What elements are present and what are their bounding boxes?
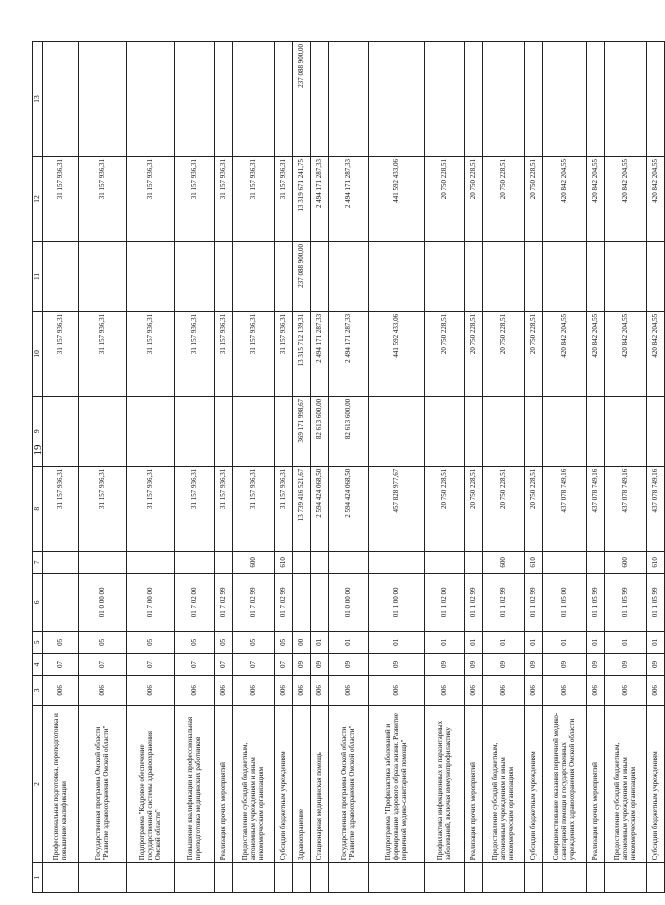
table-row (214, 42, 232, 893)
row-value-cell: 31 157 936,31 (42, 156, 78, 241)
row-name-cell: Профилактика инфекционных и паразитарных заболеваний, включая иммунопрофилактику (424, 705, 464, 862)
row-value-cell: 006 (368, 676, 424, 706)
row-value-cell: 01 (368, 631, 424, 653)
row-value-cell: 420 842 204,55 (646, 156, 664, 241)
row-value-cell (214, 396, 232, 466)
table-row (328, 42, 368, 893)
table-row (482, 42, 524, 893)
row-value-cell: 600 (482, 551, 524, 573)
table-row (424, 42, 464, 893)
row-index-cell (424, 863, 464, 893)
column-header: 12 (33, 156, 43, 241)
row-value-cell: 09 (542, 653, 586, 675)
row-value-cell: 2 594 424 068,50 (328, 466, 368, 551)
row-value-cell: 006 (604, 676, 646, 706)
row-value-cell (542, 42, 586, 157)
row-value-cell: 05 (126, 631, 174, 653)
row-value-cell (126, 242, 174, 312)
row-value-cell: 09 (524, 653, 542, 675)
row-value-cell (524, 242, 542, 312)
row-value-cell: 600 (604, 551, 646, 573)
table-row (542, 42, 586, 893)
column-header: 6 (33, 573, 43, 631)
column-header: 9 (33, 396, 43, 466)
row-value-cell (214, 42, 232, 157)
row-value-cell: 07 (232, 653, 274, 675)
table-row (42, 42, 78, 893)
table-row (274, 42, 292, 893)
row-value-cell (542, 551, 586, 573)
row-value-cell: 610 (524, 551, 542, 573)
row-value-cell (310, 551, 328, 573)
row-name-cell: Реализация прочих мероприятий (586, 705, 604, 862)
row-value-cell: 006 (464, 676, 482, 706)
row-value-cell: 05 (42, 631, 78, 653)
row-value-cell: 31 157 936,31 (42, 466, 78, 551)
row-value-cell: 006 (310, 676, 328, 706)
row-value-cell: 2 494 171 287,33 (310, 311, 328, 396)
row-value-cell: 07 (78, 653, 126, 675)
row-value-cell: 006 (292, 676, 310, 706)
row-value-cell: 420 842 204,55 (542, 156, 586, 241)
row-index-cell (78, 863, 126, 893)
row-value-cell: 01 (586, 631, 604, 653)
row-value-cell (368, 42, 424, 157)
row-value-cell: 31 157 936,31 (78, 311, 126, 396)
row-value-cell: 006 (78, 676, 126, 706)
row-value-cell: 006 (586, 676, 604, 706)
row-value-cell: 31 157 936,31 (174, 156, 214, 241)
row-value-cell: 2 594 424 068,50 (310, 466, 328, 551)
row-value-cell: 07 (274, 653, 292, 675)
row-value-cell (126, 42, 174, 157)
row-value-cell: 31 157 936,31 (78, 156, 126, 241)
row-value-cell: 01 1 02 99 (482, 573, 524, 631)
column-header: 4 (33, 653, 43, 675)
table-row (604, 42, 646, 893)
row-value-cell: 006 (482, 676, 524, 706)
row-value-cell: 01 (542, 631, 586, 653)
column-header: 8 (33, 466, 43, 551)
row-value-cell: 05 (274, 631, 292, 653)
row-value-cell: 01 1 05 99 (604, 573, 646, 631)
row-value-cell (274, 396, 292, 466)
row-value-cell: 437 078 749,16 (542, 466, 586, 551)
row-value-cell: 01 7 02 99 (214, 573, 232, 631)
budget-table-sheet (32, 41, 659, 893)
row-value-cell: 2 494 171 287,33 (328, 156, 368, 241)
column-header: 1 (33, 863, 43, 893)
row-value-cell (42, 573, 78, 631)
row-value-cell: 13 739 416 521,67 (292, 466, 310, 551)
row-value-cell (464, 242, 482, 312)
row-value-cell: 437 078 749,16 (586, 466, 604, 551)
row-value-cell: 31 157 936,31 (274, 466, 292, 551)
row-value-cell: 006 (328, 676, 368, 706)
row-value-cell: 31 157 936,31 (126, 466, 174, 551)
row-value-cell: 31 157 936,31 (232, 466, 274, 551)
row-value-cell (646, 42, 664, 157)
table-row (78, 42, 126, 893)
row-name-cell: Реализация прочих мероприятий (214, 705, 232, 862)
row-name-cell: Стационарная медицинская помощь (310, 705, 328, 862)
row-value-cell: 437 078 749,16 (646, 466, 664, 551)
row-name-cell: Предоставление субсидий бюджетным, автономным учреждениям и иным некоммерческим организациям (232, 705, 274, 862)
row-value-cell: 31 157 936,31 (42, 311, 78, 396)
row-value-cell: 006 (126, 676, 174, 706)
row-value-cell: 006 (542, 676, 586, 706)
row-value-cell: 31 157 936,31 (174, 466, 214, 551)
column-header: 3 (33, 676, 43, 706)
row-value-cell: 01 (524, 631, 542, 653)
row-value-cell: 31 157 936,31 (232, 156, 274, 241)
row-index-cell (586, 863, 604, 893)
row-value-cell: 09 (368, 653, 424, 675)
row-value-cell (464, 396, 482, 466)
row-value-cell (174, 242, 214, 312)
row-value-cell (424, 396, 464, 466)
row-name-cell: Предоставление субсидий бюджетным, автономным учреждениям и иным некоммерческим организациям (604, 705, 646, 862)
row-index-cell (214, 863, 232, 893)
row-index-cell (232, 863, 274, 893)
row-value-cell (232, 396, 274, 466)
row-index-cell (646, 863, 664, 893)
row-value-cell (274, 242, 292, 312)
row-value-cell: 01 1 02 99 (524, 573, 542, 631)
row-value-cell: 20 750 228,51 (424, 466, 464, 551)
row-value-cell: 01 1 02 00 (424, 573, 464, 631)
row-value-cell: 20 750 228,51 (524, 156, 542, 241)
table-row (586, 42, 604, 893)
row-value-cell: 01 (424, 631, 464, 653)
row-value-cell: 20 750 228,51 (424, 311, 464, 396)
row-value-cell (368, 396, 424, 466)
row-name-cell: Субсидии бюджетным учреждениям (524, 705, 542, 862)
row-value-cell (328, 42, 368, 157)
row-value-cell (310, 242, 328, 312)
row-value-cell: 20 750 228,51 (424, 156, 464, 241)
row-value-cell (214, 242, 232, 312)
row-value-cell: 82 613 600,00 (310, 396, 328, 466)
row-value-cell (42, 42, 78, 157)
row-value-cell (542, 396, 586, 466)
row-value-cell (424, 242, 464, 312)
row-value-cell: 420 842 204,55 (646, 311, 664, 396)
row-value-cell: 31 157 936,31 (126, 311, 174, 396)
row-value-cell: 20 750 228,51 (464, 466, 482, 551)
row-value-cell: 07 (174, 653, 214, 675)
row-value-cell (42, 242, 78, 312)
row-value-cell (174, 42, 214, 157)
row-value-cell (646, 396, 664, 466)
row-value-cell: 09 (646, 653, 664, 675)
row-value-cell (174, 551, 214, 573)
row-value-cell (42, 396, 78, 466)
row-value-cell: 82 613 600,00 (328, 396, 368, 466)
row-value-cell: 01 (604, 631, 646, 653)
row-value-cell: 006 (646, 676, 664, 706)
column-header: 7 (33, 551, 43, 573)
row-value-cell: 01 (310, 631, 328, 653)
row-value-cell (482, 42, 524, 157)
row-value-cell: 20 750 228,51 (482, 156, 524, 241)
table-row (310, 42, 328, 893)
row-value-cell (524, 42, 542, 157)
row-value-cell (292, 551, 310, 573)
table-row (368, 42, 424, 893)
row-value-cell: 420 842 204,55 (542, 311, 586, 396)
row-name-cell: Совершенствование оказания первичной медико-санитарной помощи в государственных учреждениях здравоохранения Омской области (542, 705, 586, 862)
row-value-cell (464, 42, 482, 157)
row-value-cell (78, 242, 126, 312)
row-value-cell (524, 396, 542, 466)
row-value-cell: 006 (424, 676, 464, 706)
row-value-cell (482, 242, 524, 312)
row-value-cell: 01 (464, 631, 482, 653)
row-value-cell: 01 0 00 00 (328, 573, 368, 631)
row-value-cell: 20 750 228,51 (482, 466, 524, 551)
row-index-cell (328, 863, 368, 893)
row-value-cell: 01 1 05 99 (586, 573, 604, 631)
row-value-cell: 09 (292, 653, 310, 675)
row-value-cell: 09 (328, 653, 368, 675)
row-name-cell: Субсидии бюджетным учреждениям (646, 705, 664, 862)
row-value-cell: 01 1 02 99 (464, 573, 482, 631)
row-index-cell (274, 863, 292, 893)
row-value-cell (78, 551, 126, 573)
row-value-cell (214, 551, 232, 573)
row-value-cell: 01 (328, 631, 368, 653)
row-value-cell: 07 (126, 653, 174, 675)
row-value-cell: 00 (292, 631, 310, 653)
row-value-cell: 01 7 00 00 (126, 573, 174, 631)
row-value-cell: 20 750 228,51 (524, 311, 542, 396)
row-value-cell (604, 396, 646, 466)
row-value-cell (424, 551, 464, 573)
row-value-cell (586, 42, 604, 157)
row-name-cell: Предоставление субсидий бюджетным, автономным учреждениям и иным некоммерческим организациям (482, 705, 524, 862)
row-value-cell: 05 (174, 631, 214, 653)
row-name-cell: Субсидии бюджетным учреждениям (274, 705, 292, 862)
row-value-cell: 20 750 228,51 (464, 156, 482, 241)
row-value-cell: 01 1 05 00 (542, 573, 586, 631)
row-value-cell: 31 157 936,31 (126, 156, 174, 241)
row-value-cell: 13 315 712 139,31 (292, 311, 310, 396)
row-index-cell (542, 863, 586, 893)
row-value-cell: 31 157 936,31 (214, 156, 232, 241)
table-row (464, 42, 482, 893)
row-name-cell: Государственная программа Омской области "Развитие здравоохранения Омской области" (328, 705, 368, 862)
row-value-cell (274, 42, 292, 157)
row-value-cell (232, 242, 274, 312)
row-value-cell: 237 088 900,00 (292, 242, 310, 312)
row-value-cell (42, 551, 78, 573)
page-number: 19 (32, 444, 44, 456)
row-value-cell: 01 (646, 631, 664, 653)
row-value-cell: 09 (310, 653, 328, 675)
row-value-cell (368, 242, 424, 312)
row-name-cell: Подпрограмма "Кадровое обеспечение государственной системы здравоохранения Омской области" (126, 705, 174, 862)
row-value-cell: 610 (274, 551, 292, 573)
row-index-cell (42, 863, 78, 893)
row-value-cell (78, 42, 126, 157)
row-value-cell (646, 242, 664, 312)
row-name-cell: Государственная программа Омской области "Развитие здравоохранения Омской области" (78, 705, 126, 862)
row-value-cell: 01 1 05 99 (646, 573, 664, 631)
row-value-cell: 420 842 204,55 (604, 156, 646, 241)
row-value-cell: 006 (214, 676, 232, 706)
row-index-cell (174, 863, 214, 893)
row-value-cell: 420 842 204,55 (604, 311, 646, 396)
row-name-cell: Подпрограмма "Профилактика заболеваний и формирование здорового образа жизни. Развитие первичной медико-санитарной помощи" (368, 705, 424, 862)
budget-table (32, 41, 665, 893)
row-value-cell: 31 157 936,31 (232, 311, 274, 396)
row-value-cell (604, 42, 646, 157)
row-index-cell (524, 863, 542, 893)
row-name-cell: Повышение квалификации и профессиональная переподготовка медицинских работников (174, 705, 214, 862)
column-header: 13 (33, 42, 43, 157)
row-value-cell: 20 750 228,51 (482, 311, 524, 396)
table-row (646, 42, 664, 893)
table-row (524, 42, 542, 893)
row-name-cell: Профессиональная подготовка, переподготовка и повышение квалификации (42, 705, 78, 862)
row-value-cell: 437 078 749,16 (604, 466, 646, 551)
row-value-cell: 006 (174, 676, 214, 706)
row-value-cell (232, 42, 274, 157)
row-value-cell: 441 592 433,06 (368, 311, 424, 396)
row-value-cell: 20 750 228,51 (524, 466, 542, 551)
row-index-cell (604, 863, 646, 893)
row-value-cell: 01 7 02 00 (174, 573, 214, 631)
row-value-cell (542, 242, 586, 312)
column-header: 5 (33, 631, 43, 653)
row-value-cell: 20 750 228,51 (464, 311, 482, 396)
row-value-cell: 441 592 433,06 (368, 156, 424, 241)
row-name-cell: Здравоохранение (292, 705, 310, 862)
row-value-cell: 31 157 936,31 (78, 466, 126, 551)
row-value-cell: 09 (586, 653, 604, 675)
row-value-cell: 006 (232, 676, 274, 706)
row-value-cell: 09 (424, 653, 464, 675)
row-value-cell: 420 842 204,55 (586, 156, 604, 241)
row-value-cell: 420 842 204,55 (586, 311, 604, 396)
row-value-cell: 09 (464, 653, 482, 675)
row-value-cell: 01 0 00 00 (78, 573, 126, 631)
column-header: 11 (33, 242, 43, 312)
row-index-cell (482, 863, 524, 893)
row-value-cell: 07 (42, 653, 78, 675)
row-value-cell: 01 7 02 99 (274, 573, 292, 631)
row-index-cell (126, 863, 174, 893)
row-value-cell: 369 171 998,67 (292, 396, 310, 466)
row-value-cell (310, 42, 328, 157)
row-value-cell (586, 396, 604, 466)
row-value-cell (126, 396, 174, 466)
row-index-cell (464, 863, 482, 893)
table-row (232, 42, 274, 893)
row-value-cell (328, 242, 368, 312)
row-value-cell: 13 319 671 241,75 (292, 156, 310, 241)
row-index-cell (368, 863, 424, 893)
row-value-cell (482, 396, 524, 466)
row-value-cell: 31 157 936,31 (274, 156, 292, 241)
row-name-cell: Реализация прочих мероприятий (464, 705, 482, 862)
row-value-cell (586, 551, 604, 573)
row-value-cell: 31 157 936,31 (174, 311, 214, 396)
row-value-cell (328, 551, 368, 573)
row-value-cell: 01 1 00 00 (368, 573, 424, 631)
table-row (292, 42, 310, 893)
row-value-cell: 09 (482, 653, 524, 675)
row-index-cell (310, 863, 328, 893)
row-value-cell (424, 42, 464, 157)
row-value-cell: 457 828 977,67 (368, 466, 424, 551)
table-row (174, 42, 214, 893)
row-value-cell: 05 (232, 631, 274, 653)
row-value-cell (126, 551, 174, 573)
row-value-cell (464, 551, 482, 573)
row-value-cell (292, 573, 310, 631)
row-index-cell (292, 863, 310, 893)
row-value-cell (310, 573, 328, 631)
row-value-cell: 006 (42, 676, 78, 706)
column-header: 2 (33, 705, 43, 862)
row-value-cell (78, 396, 126, 466)
row-value-cell: 31 157 936,31 (214, 311, 232, 396)
row-value-cell: 610 (646, 551, 664, 573)
row-value-cell (368, 551, 424, 573)
row-value-cell: 09 (604, 653, 646, 675)
column-number-row (33, 42, 43, 893)
row-value-cell: 237 088 900,00 (292, 42, 310, 157)
table-row (126, 42, 174, 893)
row-value-cell: 31 157 936,31 (274, 311, 292, 396)
row-value-cell: 2 494 171 287,33 (310, 156, 328, 241)
row-value-cell: 05 (78, 631, 126, 653)
row-value-cell: 600 (232, 551, 274, 573)
row-value-cell: 01 7 02 99 (232, 573, 274, 631)
row-value-cell (174, 396, 214, 466)
row-value-cell: 07 (214, 653, 232, 675)
row-value-cell: 01 (482, 631, 524, 653)
row-value-cell (586, 242, 604, 312)
row-value-cell: 2 494 171 287,33 (328, 311, 368, 396)
row-value-cell: 006 (524, 676, 542, 706)
row-value-cell: 31 157 936,31 (214, 466, 232, 551)
row-value-cell (604, 242, 646, 312)
row-value-cell: 05 (214, 631, 232, 653)
column-header: 10 (33, 311, 43, 396)
row-value-cell: 006 (274, 676, 292, 706)
